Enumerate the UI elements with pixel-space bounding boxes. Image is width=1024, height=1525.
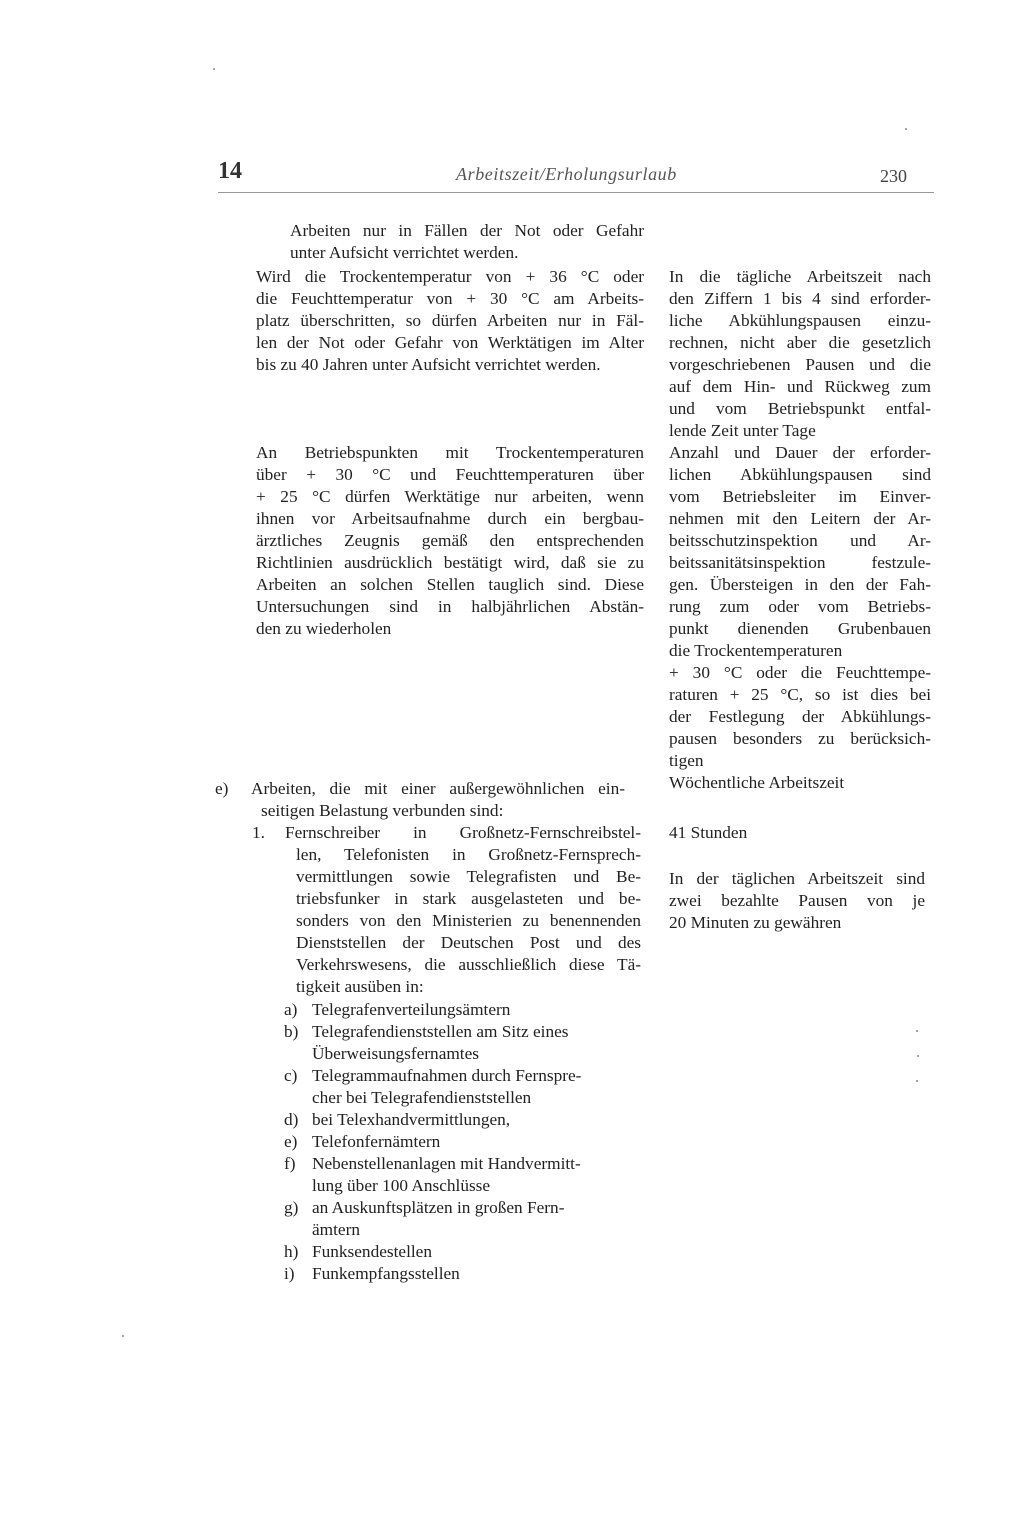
scan-speck [916, 1080, 918, 1082]
text-line: In die tägliche Arbeitszeit nach [669, 267, 931, 286]
text-line: Telegrafendienststellen am Sitz eines [312, 1022, 569, 1041]
list-marker: c) [284, 1066, 298, 1085]
text-line: vorgeschriebenen Pausen und die [669, 355, 931, 374]
text-line: tigkeit ausüben in: [296, 977, 424, 996]
list-item-e [215, 778, 625, 822]
text-line: unter Aufsicht verrichtet werden. [290, 243, 519, 262]
text-line: lende Zeit unter Tage [669, 421, 816, 440]
text-line: In der täglichen Arbeitszeit sind [669, 869, 925, 888]
text-line: Fernschreiber in Großnetz-Fernschreibstel- [285, 823, 641, 842]
text-line: platz überschritten, so dürfen Arbeiten nur in Fäl- [256, 311, 644, 330]
text-line: Verkehrswesens, die ausschließlich diese Tä- [296, 955, 641, 974]
page-header [0, 158, 1024, 198]
text-line: Arbeiten an solchen Stellen tauglich sind. Diese [256, 575, 644, 594]
text-line: sonders von den Ministerien zu benennenden [296, 911, 641, 930]
text-line: zwei bezahlte Pausen von je [669, 891, 925, 910]
scan-speck [213, 68, 215, 70]
paragraph-continued [290, 220, 644, 264]
text-line: 20 Minuten zu gewähren [669, 913, 842, 932]
list-item-a [284, 999, 632, 1021]
section-number: 14 [218, 158, 242, 184]
text-line: Telegrammaufnahmen durch Fernspre- [312, 1066, 582, 1085]
scan-speck [905, 128, 907, 130]
paragraph-paid-breaks [669, 868, 925, 934]
text-line: Dienststellen der Deutschen Post und des [296, 933, 641, 952]
office-list [284, 999, 632, 1285]
text-line: Funksendestellen [312, 1242, 432, 1261]
text-line: bei Telexhandvermittlungen, [312, 1110, 511, 1129]
page-number: 230 [880, 166, 907, 186]
scan-speck [916, 1030, 918, 1032]
text-line: An Betriebspunkten mit Trockentemperaturen [256, 443, 644, 462]
text-line: vermittlungen sowie Telegrafisten und Be- [296, 867, 641, 886]
weekly-hours-value: 41 Stunden [669, 823, 748, 842]
text-line: den Ziffern 1 bis 4 sind erforder- [669, 289, 931, 308]
text-line: der Festlegung der Abkühlungs- [669, 707, 931, 726]
text-line: ärztliches Zeugnis gemäß den entsprechenden [256, 531, 644, 550]
scan-speck [917, 1055, 919, 1057]
text-line: vom Betriebsleiter im Einver- [669, 487, 931, 506]
text-line: Richtlinien ausdrücklich bestätigt wird, daß sie zu [256, 553, 644, 572]
list-marker: e) [215, 779, 229, 798]
text-line: tigen [669, 751, 704, 770]
list-marker: g) [284, 1198, 299, 1217]
text-line: Arbeiten, die mit einer außergewöhnlichen ein- [251, 779, 625, 798]
list-item-1 [252, 822, 641, 998]
text-line: triebsfunker in stark ausgelasteten und be- [296, 889, 641, 908]
list-marker: i) [284, 1264, 295, 1283]
list-marker: a) [284, 1000, 298, 1019]
text-line: Wöchentliche Arbeitszeit [669, 773, 845, 792]
list-item-c [284, 1065, 632, 1109]
list-item-h [284, 1241, 632, 1263]
paragraph-cooling-breaks [669, 266, 931, 794]
text-line: und vom Betriebspunkt entfal- [669, 399, 931, 418]
text-line: ihnen vor Arbeitsaufnahme durch ein bergbau- [256, 509, 644, 528]
list-item-d [284, 1109, 632, 1131]
text-line: Anzahl und Dauer der erforder- [669, 443, 931, 462]
paragraph-temperature-limits [256, 266, 644, 376]
list-item-e-sub [284, 1131, 632, 1153]
text-line: Arbeiten nur in Fällen der Not oder Gefahr [290, 221, 644, 240]
text-line: lung über 100 Anschlüsse [312, 1176, 491, 1195]
text-line: nehmen mit den Leitern der Ar- [669, 509, 931, 528]
list-marker: h) [284, 1242, 299, 1261]
text-line: seitigen Belastung verbunden sind: [261, 801, 504, 820]
text-line: rung zum oder vom Betriebs- [669, 597, 931, 616]
text-line: Untersuchungen sind in halbjährlichen Abstän- [256, 597, 644, 616]
paragraph-medical-certificate [256, 442, 644, 640]
text-line: beitssanitätsinspektion festzule- [669, 553, 931, 572]
text-line: bis zu 40 Jahren unter Aufsicht verrichtet werden. [256, 355, 601, 374]
text-line: lichen Abkühlungspausen sind [669, 465, 931, 484]
list-item-g [284, 1197, 632, 1241]
list-marker: f) [284, 1154, 296, 1173]
text-line: + 30 °C oder die Feuchttempe- [669, 663, 931, 682]
text-line: len, Telefonisten in Großnetz-Fernsprech- [296, 845, 641, 864]
list-item-i [284, 1263, 632, 1285]
text-line: ämtern [312, 1220, 360, 1239]
text-line: an Auskunftsplätzen in großen Fern- [312, 1198, 565, 1217]
header-rule [218, 192, 934, 193]
list-marker: d) [284, 1110, 299, 1129]
text-line: Funkempfangsstellen [312, 1264, 460, 1283]
list-marker: 1. [252, 823, 265, 842]
text-line: die Trockentemperaturen [669, 641, 843, 660]
text-line: die Feuchttemperatur von + 30 °C am Arbeits- [256, 289, 644, 308]
text-line: punkt dienenden Grubenbauen [669, 619, 931, 638]
text-line: auf dem Hin- und Rückweg zum [669, 377, 931, 396]
text-line: beitsschutzinspektion und Ar- [669, 531, 931, 550]
text-line: rechnen, nicht aber die gesetzlich [669, 333, 931, 352]
text-line: den zu wiederholen [256, 619, 392, 638]
text-line: Überweisungsfernamtes [312, 1044, 479, 1063]
list-item-b [284, 1021, 632, 1065]
text-line: Telefonfernämtern [312, 1132, 441, 1151]
text-line: Nebenstellenanlagen mit Handvermitt- [312, 1154, 581, 1173]
text-line: + 25 °C dürfen Werktätige nur arbeiten, wenn [256, 487, 644, 506]
text-line: Telegrafenverteilungsämtern [312, 1000, 511, 1019]
text-line: cher bei Telegrafendienststellen [312, 1088, 532, 1107]
text-line: len der Not oder Gefahr von Werktätigen im Alter [256, 333, 644, 352]
text-line: Wird die Trockentemperatur von + 36 °C oder [256, 267, 644, 286]
running-title: Arbeitszeit/Erholungsurlaub [456, 164, 677, 184]
text-line: gen. Übersteigen in den der Fah- [669, 575, 931, 594]
text-line: liche Abkühlungspausen einzu- [669, 311, 931, 330]
text-line: raturen + 25 °C, so ist dies bei [669, 685, 931, 704]
list-marker: e) [284, 1132, 298, 1151]
list-marker: b) [284, 1022, 299, 1041]
scan-speck [122, 1335, 124, 1337]
list-item-f [284, 1153, 632, 1197]
text-line: pausen besonders zu berücksich- [669, 729, 931, 748]
text-line: über + 30 °C und Feuchttemperaturen über [256, 465, 644, 484]
